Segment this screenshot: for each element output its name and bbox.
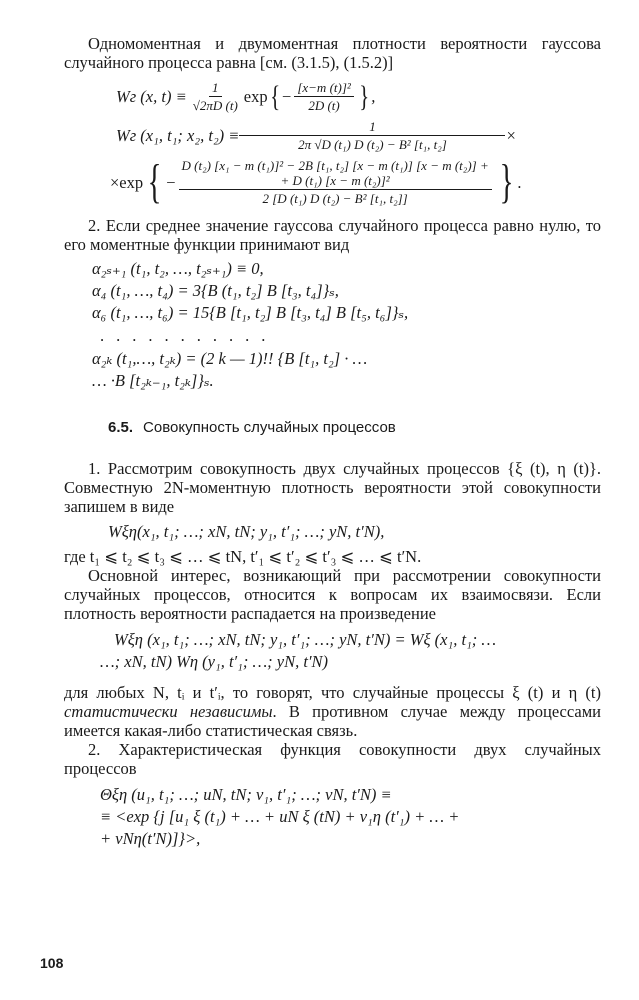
paragraph-interest: Основной интерес, возникающий при рассмотрении совокупности случайных процессов, относится к вопросам их взаимосвязи. Если плотность вероятности распадается на произведение (64, 566, 601, 623)
eq3-pre: ×exp (110, 172, 144, 192)
equation-product-line1: Wξη (x₁, t₁; …; xN, tN; y₁, t′₁; …; yN, t′N) = Wξ (x₁, t₁; … (114, 630, 497, 649)
section-heading (108, 418, 601, 437)
equation-two-moment-density (116, 119, 601, 152)
equation-joint-density: Wξη(x₁, t₁; …; xN, tN; y₁, t′₁; …; yN, t′N), (108, 522, 385, 541)
independence-text-b: . В противном случае между процессами имеется какая-либо статистическая связь. (64, 702, 601, 740)
moment-formula: α₄ (t₁, …, t₄) = 3{B (t₁, t₂] B [t₃, t₄]}ₛ, (92, 281, 339, 300)
eq1-fraction (190, 80, 241, 113)
eq2-fraction (242, 119, 502, 152)
eq1-inner-numerator: [x−m (t)]² (294, 80, 353, 97)
eq1-tail: , (371, 87, 376, 106)
section-number: 6.5. (108, 419, 134, 436)
eq2-lhs: Wг (x₁, t₁; x₂, t₂) ≡ (116, 126, 240, 145)
left-big-brace-icon: { (147, 155, 162, 208)
section-title: Совокупность случайных процессов (143, 419, 396, 436)
equation-exp-factor: ×exp { − D (t₂) [x₁ − m (t₁)]² − 2B [t₁, t₂] [x − m (t₁)] [x − m (t₂)] + + D (t₁) [x − m (t₂)]² 2 [D (t₁) D (t₂) − B² [t₁, t₂]] } . (110, 155, 522, 208)
independence-text-a: для любых N, tᵢ и t′ᵢ, то говорят, что случайные процессы ξ (t) и η (t) (64, 683, 601, 702)
equation-product-line2: …; xN, tN) Wη (y₁, t′₁; …; yN, t′N) (100, 652, 329, 671)
eq3-numerator-line2: + D (t₁) [x − m (t₂)]² (280, 173, 390, 188)
eq1-lhs: Wг (x, t) ≡ (116, 87, 187, 106)
paragraph-independence (64, 683, 601, 740)
paragraph-characteristic: 2. Характеристическая функция совокупности двух случайных процессов (64, 740, 601, 778)
eq3-numerator-line1: D (t₂) [x₁ − m (t₁)]² − 2B [t₁, t₂] [x − m (t₁)] [x − m (t₂)] + (181, 158, 489, 173)
intro-paragraph: Одномоментная и двумоментная плотности вероятности гауссова случайного процесса равна [см. (3.1.5), (1.5.2)] (64, 34, 601, 72)
eq1-inner-fraction (294, 80, 353, 113)
eq3-numerator (179, 158, 492, 190)
paragraph-combination: 1. Рассмотрим совокупность двух случайных процессов {ξ (t), η (t)}. Совместную 2N-моментную плотность вероятности этой совокупности запишем в виде (64, 459, 601, 516)
moment-formula: … ·B [t₂ₖ₋₁, t₂ₖ]}ₛ. (92, 371, 214, 390)
eq1-numerator: 1 (209, 80, 222, 97)
eq3-tail: . (517, 172, 522, 192)
left-brace-icon: { (269, 79, 280, 113)
right-brace-icon: } (358, 79, 370, 113)
eq1-denominator: √2πD (t) (192, 98, 238, 113)
moment-formula: α₂ₛ₊₁ (t₁, t₂, …, t₂ₛ₊₁) ≡ 0, (92, 259, 264, 278)
equation-one-moment-density: Wг (x, t) ≡ $\frac{1}{√2\pi D (t)}$ exp { − $\frac{\text{[x−m (t)]²}}{2D (t)}$ } , (116, 79, 376, 113)
eq2-numerator: 1 (239, 119, 505, 136)
eq1-inner-denominator: 2D (t) (308, 98, 340, 113)
moment-formula: α₂ₖ (t₁,…, t₂ₖ) = (2 k — 1)!! {B [t₁, t₂] · … (92, 349, 368, 368)
equation-characteristic-line3: + vNη(t′N)]}>, (100, 829, 201, 848)
ellipsis-row: ........... (100, 326, 278, 345)
equation-characteristic-line1: Θξη (u₁, t₁; …; uN, tN; v₁, t′₁; …; vN, t′N) ≡ (100, 785, 392, 804)
eq1-exp: exp (243, 87, 268, 106)
moment-formula: α₆ (t₁, …, t₆) = 15{B [t₁, t₂] B [t₃, t₄] B [t₅, t₆]}ₛ, (92, 303, 409, 322)
eq3-denominator: 2 [D (t₁) D (t₂) − B² [t₁, t₂]] (262, 191, 408, 206)
eq3-fraction (179, 158, 492, 206)
equation-characteristic-line2: ≡ <exp {j [u₁ ξ (t₁) + … + uN ξ (tN) + v₁η (t′₁) + … + (100, 807, 460, 826)
inequality-line: где t₁ ⩽ t₂ ⩽ t₃ ⩽ … ⩽ tN, t′₁ ⩽ t′₂ ⩽ t′₃ ⩽ … ⩽ t′N. (64, 547, 422, 566)
independence-emphasis: статистически независимы (64, 702, 273, 721)
page-number: 108 (40, 955, 64, 971)
item-two-paragraph: 2. Если среднее значение гауссова случайного процесса равно нулю, то его моментные функции принимают вид (64, 216, 601, 254)
right-big-brace-icon: } (499, 155, 514, 208)
eq2-tail: × (505, 126, 517, 145)
eq2-denominator: 2π √D (t₁) D (t₂) − B² [t₁, t₂] (298, 137, 447, 152)
